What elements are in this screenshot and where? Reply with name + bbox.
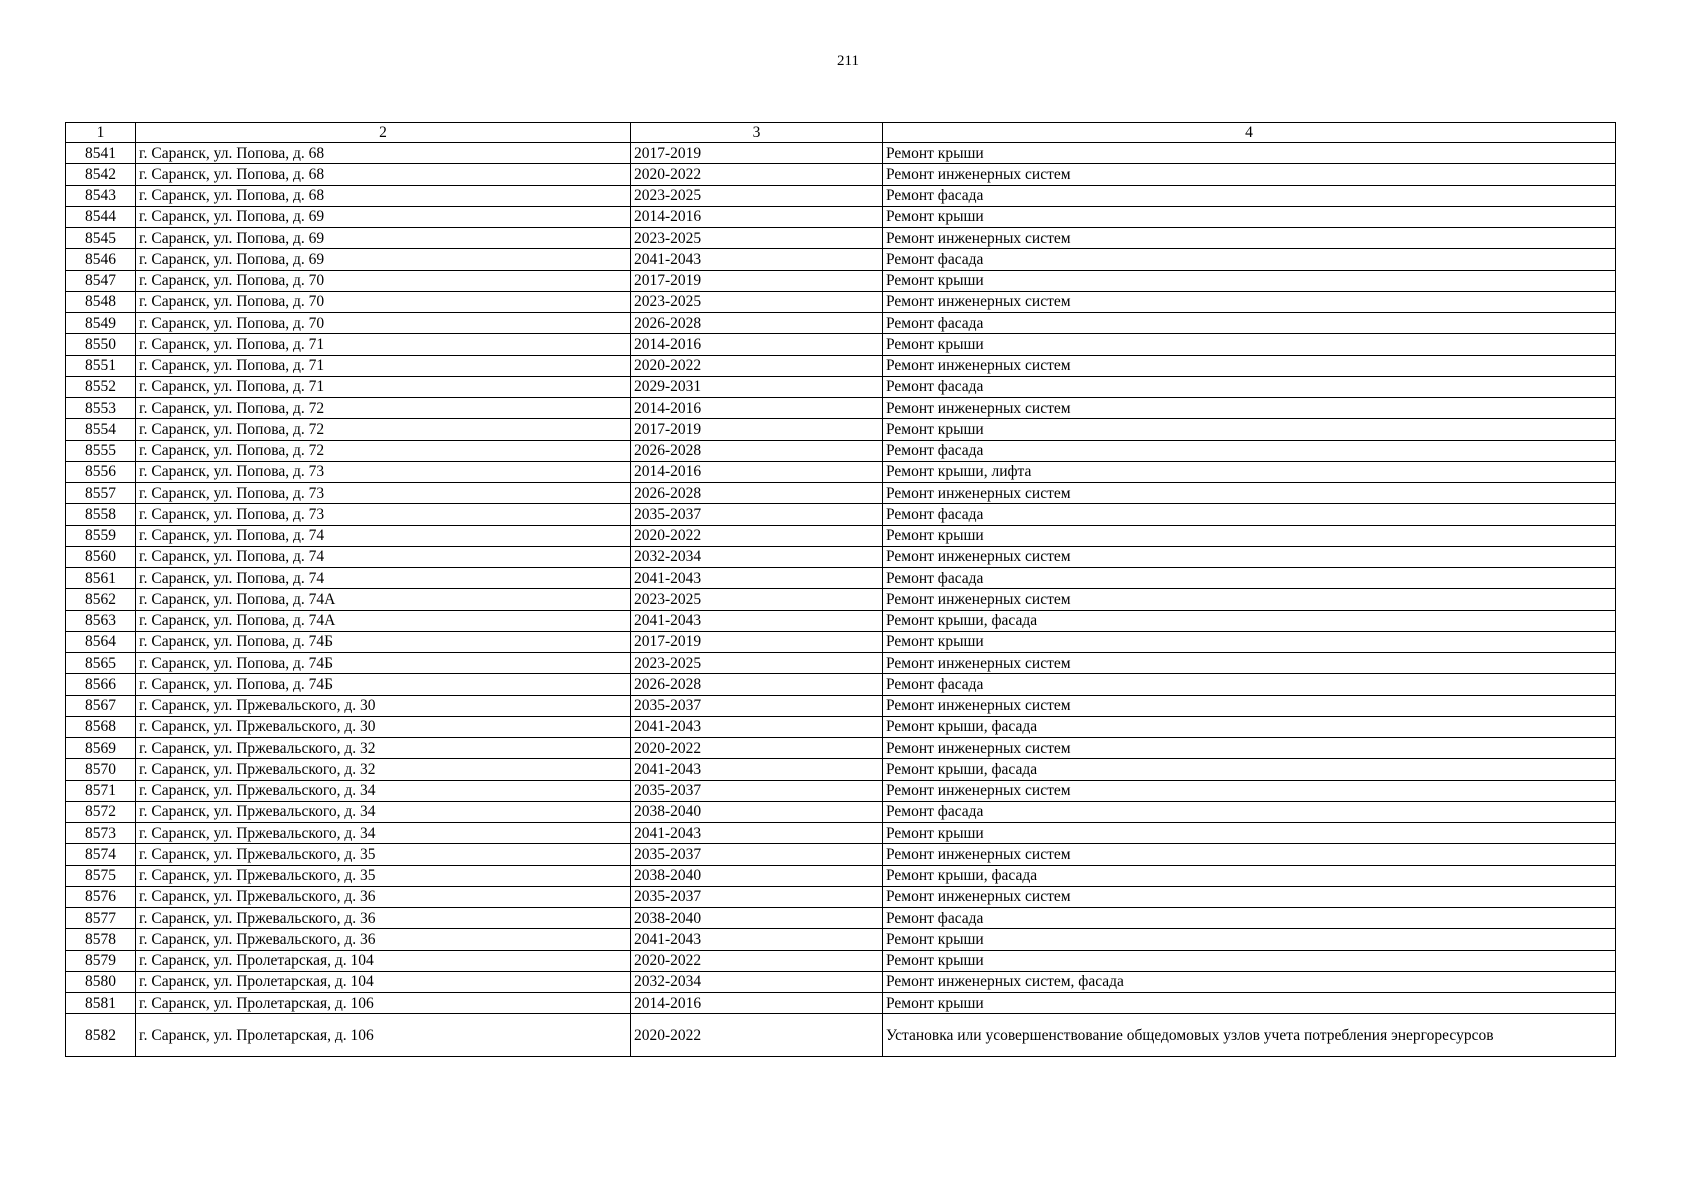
work-type-cell: Ремонт фасада — [883, 568, 1616, 589]
row-number-cell: 8554 — [66, 419, 136, 440]
table-row — [66, 164, 1616, 185]
period-cell: 2017-2019 — [631, 419, 883, 440]
table-row — [66, 419, 1616, 440]
work-type-cell: Ремонт крыши, фасада — [883, 716, 1616, 737]
work-type-cell: Ремонт фасада — [883, 801, 1616, 822]
row-number-cell: 8555 — [66, 440, 136, 461]
row-number-cell: 8546 — [66, 249, 136, 270]
period-cell: 2026-2028 — [631, 483, 883, 504]
period-cell: 2041-2043 — [631, 610, 883, 631]
table-row — [66, 993, 1616, 1014]
address-cell: г. Саранск, ул. Пржевальского, д. 36 — [136, 908, 631, 929]
row-number-cell: 8545 — [66, 228, 136, 249]
address-cell: г. Саранск, ул. Попова, д. 74Б — [136, 674, 631, 695]
table-row — [66, 823, 1616, 844]
column-header-3: 3 — [631, 123, 883, 143]
address-cell: г. Саранск, ул. Пролетарская, д. 104 — [136, 971, 631, 992]
period-cell: 2038-2040 — [631, 908, 883, 929]
work-type-cell: Ремонт крыши — [883, 270, 1616, 291]
table-row — [66, 631, 1616, 652]
repair-schedule-table — [65, 122, 1616, 1057]
table-row — [66, 398, 1616, 419]
address-cell: г. Саранск, ул. Попова, д. 69 — [136, 228, 631, 249]
row-number-cell: 8578 — [66, 929, 136, 950]
work-type-cell: Ремонт крыши — [883, 823, 1616, 844]
table-row — [66, 249, 1616, 270]
address-cell: г. Саранск, ул. Пролетарская, д. 106 — [136, 993, 631, 1014]
work-type-cell: Ремонт крыши, лифта — [883, 461, 1616, 482]
address-cell: г. Саранск, ул. Попова, д. 72 — [136, 419, 631, 440]
table-row — [66, 185, 1616, 206]
header-row — [66, 123, 1616, 143]
table-row — [66, 695, 1616, 716]
table-row — [66, 674, 1616, 695]
address-cell: г. Саранск, ул. Попова, д. 74 — [136, 546, 631, 567]
period-cell: 2023-2025 — [631, 228, 883, 249]
period-cell: 2023-2025 — [631, 185, 883, 206]
work-type-cell: Ремонт инженерных систем — [883, 291, 1616, 312]
work-type-cell: Ремонт инженерных систем — [883, 653, 1616, 674]
table-row — [66, 440, 1616, 461]
row-number-cell: 8557 — [66, 483, 136, 504]
row-number-cell: 8543 — [66, 185, 136, 206]
address-cell: г. Саранск, ул. Пржевальского, д. 36 — [136, 886, 631, 907]
period-cell: 2026-2028 — [631, 313, 883, 334]
table-row — [66, 844, 1616, 865]
work-type-cell: Ремонт крыши — [883, 993, 1616, 1014]
period-cell: 2041-2043 — [631, 823, 883, 844]
row-number-cell: 8547 — [66, 270, 136, 291]
period-cell: 2041-2043 — [631, 249, 883, 270]
table-row — [66, 355, 1616, 376]
work-type-cell: Ремонт инженерных систем — [883, 589, 1616, 610]
period-cell: 2017-2019 — [631, 631, 883, 652]
work-type-cell: Ремонт крыши, фасада — [883, 865, 1616, 886]
period-cell: 2041-2043 — [631, 568, 883, 589]
period-cell: 2023-2025 — [631, 589, 883, 610]
table-row — [66, 291, 1616, 312]
work-type-cell: Ремонт инженерных систем — [883, 483, 1616, 504]
address-cell: г. Саранск, ул. Попова, д. 69 — [136, 249, 631, 270]
row-number-cell: 8563 — [66, 610, 136, 631]
table-row — [66, 716, 1616, 737]
address-cell: г. Саранск, ул. Попова, д. 71 — [136, 355, 631, 376]
row-number-cell: 8552 — [66, 376, 136, 397]
row-number-cell: 8576 — [66, 886, 136, 907]
work-type-cell: Ремонт крыши — [883, 334, 1616, 355]
work-type-cell: Ремонт крыши — [883, 143, 1616, 164]
period-cell: 2014-2016 — [631, 993, 883, 1014]
address-cell: г. Саранск, ул. Попова, д. 71 — [136, 376, 631, 397]
row-number-cell: 8561 — [66, 568, 136, 589]
table-row — [66, 801, 1616, 822]
work-type-cell: Ремонт инженерных систем, фасада — [883, 971, 1616, 992]
address-cell: г. Саранск, ул. Попова, д. 74Б — [136, 653, 631, 674]
work-type-cell: Ремонт крыши, фасада — [883, 610, 1616, 631]
work-type-cell: Ремонт фасада — [883, 376, 1616, 397]
period-cell: 2020-2022 — [631, 164, 883, 185]
address-cell: г. Саранск, ул. Попова, д. 68 — [136, 143, 631, 164]
period-cell: 2038-2040 — [631, 865, 883, 886]
period-cell: 2020-2022 — [631, 738, 883, 759]
row-number-cell: 8553 — [66, 398, 136, 419]
period-cell: 2041-2043 — [631, 929, 883, 950]
row-number-cell: 8564 — [66, 631, 136, 652]
address-cell: г. Саранск, ул. Попова, д. 70 — [136, 270, 631, 291]
row-number-cell: 8569 — [66, 738, 136, 759]
table-row — [66, 461, 1616, 482]
address-cell: г. Саранск, ул. Пржевальского, д. 32 — [136, 759, 631, 780]
table-row — [66, 653, 1616, 674]
address-cell: г. Саранск, ул. Пржевальского, д. 30 — [136, 695, 631, 716]
work-type-cell: Ремонт фасада — [883, 313, 1616, 334]
address-cell: г. Саранск, ул. Попова, д. 73 — [136, 483, 631, 504]
period-cell: 2020-2022 — [631, 950, 883, 971]
work-type-cell: Ремонт инженерных систем — [883, 546, 1616, 567]
row-number-cell: 8580 — [66, 971, 136, 992]
table-row — [66, 610, 1616, 631]
table-row — [66, 376, 1616, 397]
period-cell: 2029-2031 — [631, 376, 883, 397]
address-cell: г. Саранск, ул. Попова, д. 68 — [136, 185, 631, 206]
work-type-cell: Ремонт фасада — [883, 249, 1616, 270]
column-header-4: 4 — [883, 123, 1616, 143]
period-cell: 2035-2037 — [631, 886, 883, 907]
table-row — [66, 483, 1616, 504]
period-cell: 2014-2016 — [631, 334, 883, 355]
row-number-cell: 8574 — [66, 844, 136, 865]
table-row — [66, 971, 1616, 992]
table-row — [66, 525, 1616, 546]
address-cell: г. Саранск, ул. Попова, д. 68 — [136, 164, 631, 185]
table-row — [66, 589, 1616, 610]
period-cell: 2023-2025 — [631, 653, 883, 674]
period-cell: 2020-2022 — [631, 525, 883, 546]
address-cell: г. Саранск, ул. Пржевальского, д. 34 — [136, 801, 631, 822]
row-number-cell: 8572 — [66, 801, 136, 822]
work-type-cell: Ремонт крыши, фасада — [883, 759, 1616, 780]
row-number-cell: 8575 — [66, 865, 136, 886]
address-cell: г. Саранск, ул. Попова, д. 69 — [136, 206, 631, 227]
work-type-cell: Ремонт инженерных систем — [883, 355, 1616, 376]
table-row — [66, 228, 1616, 249]
table-row — [66, 568, 1616, 589]
address-cell: г. Саранск, ул. Попова, д. 72 — [136, 398, 631, 419]
address-cell: г. Саранск, ул. Попова, д. 74А — [136, 610, 631, 631]
work-type-cell: Ремонт инженерных систем — [883, 738, 1616, 759]
table-row — [66, 780, 1616, 801]
row-number-cell: 8581 — [66, 993, 136, 1014]
address-cell: г. Саранск, ул. Попова, д. 71 — [136, 334, 631, 355]
work-type-cell: Ремонт крыши — [883, 525, 1616, 546]
period-cell: 2032-2034 — [631, 546, 883, 567]
address-cell: г. Саранск, ул. Попова, д. 73 — [136, 461, 631, 482]
period-cell: 2023-2025 — [631, 291, 883, 312]
table-row — [66, 313, 1616, 334]
table-row — [66, 908, 1616, 929]
address-cell: г. Саранск, ул. Пржевальского, д. 35 — [136, 844, 631, 865]
row-number-cell: 8582 — [66, 1014, 136, 1057]
address-cell: г. Саранск, ул. Пржевальского, д. 35 — [136, 865, 631, 886]
row-number-cell: 8570 — [66, 759, 136, 780]
row-number-cell: 8559 — [66, 525, 136, 546]
work-type-cell: Ремонт крыши — [883, 206, 1616, 227]
period-cell: 2035-2037 — [631, 504, 883, 525]
table-row — [66, 270, 1616, 291]
period-cell: 2020-2022 — [631, 1014, 883, 1057]
table-row — [66, 929, 1616, 950]
work-type-cell: Установка или усовершенствование общедомовых узлов учета потребления энергоресурсов — [883, 1014, 1616, 1057]
work-type-cell: Ремонт инженерных систем — [883, 780, 1616, 801]
address-cell: г. Саранск, ул. Пролетарская, д. 104 — [136, 950, 631, 971]
table-row — [66, 1014, 1616, 1057]
row-number-cell: 8579 — [66, 950, 136, 971]
period-cell: 2014-2016 — [631, 398, 883, 419]
table-header — [66, 123, 1616, 143]
address-cell: г. Саранск, ул. Пржевальского, д. 34 — [136, 780, 631, 801]
row-number-cell: 8577 — [66, 908, 136, 929]
table-row — [66, 865, 1616, 886]
row-number-cell: 8565 — [66, 653, 136, 674]
table-row — [66, 334, 1616, 355]
row-number-cell: 8562 — [66, 589, 136, 610]
column-header-1: 1 — [66, 123, 136, 143]
work-type-cell: Ремонт фасада — [883, 908, 1616, 929]
row-number-cell: 8551 — [66, 355, 136, 376]
period-cell: 2035-2037 — [631, 695, 883, 716]
table-row — [66, 886, 1616, 907]
row-number-cell: 8556 — [66, 461, 136, 482]
address-cell: г. Саранск, ул. Пржевальского, д. 36 — [136, 929, 631, 950]
work-type-cell: Ремонт крыши — [883, 929, 1616, 950]
work-type-cell: Ремонт крыши — [883, 631, 1616, 652]
period-cell: 2017-2019 — [631, 143, 883, 164]
period-cell: 2014-2016 — [631, 461, 883, 482]
period-cell: 2014-2016 — [631, 206, 883, 227]
address-cell: г. Саранск, ул. Пржевальского, д. 32 — [136, 738, 631, 759]
row-number-cell: 8566 — [66, 674, 136, 695]
address-cell: г. Саранск, ул. Пролетарская, д. 106 — [136, 1014, 631, 1057]
work-type-cell: Ремонт инженерных систем — [883, 164, 1616, 185]
column-header-2: 2 — [136, 123, 631, 143]
address-cell: г. Саранск, ул. Попова, д. 72 — [136, 440, 631, 461]
work-type-cell: Ремонт фасада — [883, 185, 1616, 206]
work-type-cell: Ремонт инженерных систем — [883, 398, 1616, 419]
work-type-cell: Ремонт фасада — [883, 504, 1616, 525]
period-cell: 2041-2043 — [631, 716, 883, 737]
period-cell: 2041-2043 — [631, 759, 883, 780]
address-cell: г. Саранск, ул. Попова, д. 70 — [136, 313, 631, 334]
table-row — [66, 206, 1616, 227]
address-cell: г. Саранск, ул. Попова, д. 74 — [136, 525, 631, 546]
address-cell: г. Саранск, ул. Попова, д. 74 — [136, 568, 631, 589]
table-row — [66, 143, 1616, 164]
row-number-cell: 8544 — [66, 206, 136, 227]
row-number-cell: 8560 — [66, 546, 136, 567]
table-body — [66, 143, 1616, 1057]
row-number-cell: 8568 — [66, 716, 136, 737]
table-row — [66, 950, 1616, 971]
row-number-cell: 8541 — [66, 143, 136, 164]
address-cell: г. Саранск, ул. Попова, д. 73 — [136, 504, 631, 525]
row-number-cell: 8542 — [66, 164, 136, 185]
address-cell: г. Саранск, ул. Попова, д. 70 — [136, 291, 631, 312]
period-cell: 2038-2040 — [631, 801, 883, 822]
address-cell: г. Саранск, ул. Попова, д. 74Б — [136, 631, 631, 652]
row-number-cell: 8548 — [66, 291, 136, 312]
work-type-cell: Ремонт крыши — [883, 950, 1616, 971]
work-type-cell: Ремонт фасада — [883, 440, 1616, 461]
period-cell: 2026-2028 — [631, 440, 883, 461]
period-cell: 2032-2034 — [631, 971, 883, 992]
row-number-cell: 8567 — [66, 695, 136, 716]
row-number-cell: 8573 — [66, 823, 136, 844]
work-type-cell: Ремонт инженерных систем — [883, 695, 1616, 716]
address-cell: г. Саранск, ул. Попова, д. 74А — [136, 589, 631, 610]
work-type-cell: Ремонт крыши — [883, 419, 1616, 440]
row-number-cell: 8558 — [66, 504, 136, 525]
work-type-cell: Ремонт инженерных систем — [883, 886, 1616, 907]
row-number-cell: 8571 — [66, 780, 136, 801]
period-cell: 2035-2037 — [631, 844, 883, 865]
work-type-cell: Ремонт инженерных систем — [883, 228, 1616, 249]
period-cell: 2017-2019 — [631, 270, 883, 291]
period-cell: 2026-2028 — [631, 674, 883, 695]
page-number: 211 — [837, 53, 859, 69]
work-type-cell: Ремонт инженерных систем — [883, 844, 1616, 865]
row-number-cell: 8549 — [66, 313, 136, 334]
table-row — [66, 759, 1616, 780]
work-type-cell: Ремонт фасада — [883, 674, 1616, 695]
table-row — [66, 504, 1616, 525]
row-number-cell: 8550 — [66, 334, 136, 355]
table-row — [66, 738, 1616, 759]
address-cell: г. Саранск, ул. Пржевальского, д. 30 — [136, 716, 631, 737]
period-cell: 2035-2037 — [631, 780, 883, 801]
address-cell: г. Саранск, ул. Пржевальского, д. 34 — [136, 823, 631, 844]
table-row — [66, 546, 1616, 567]
period-cell: 2020-2022 — [631, 355, 883, 376]
